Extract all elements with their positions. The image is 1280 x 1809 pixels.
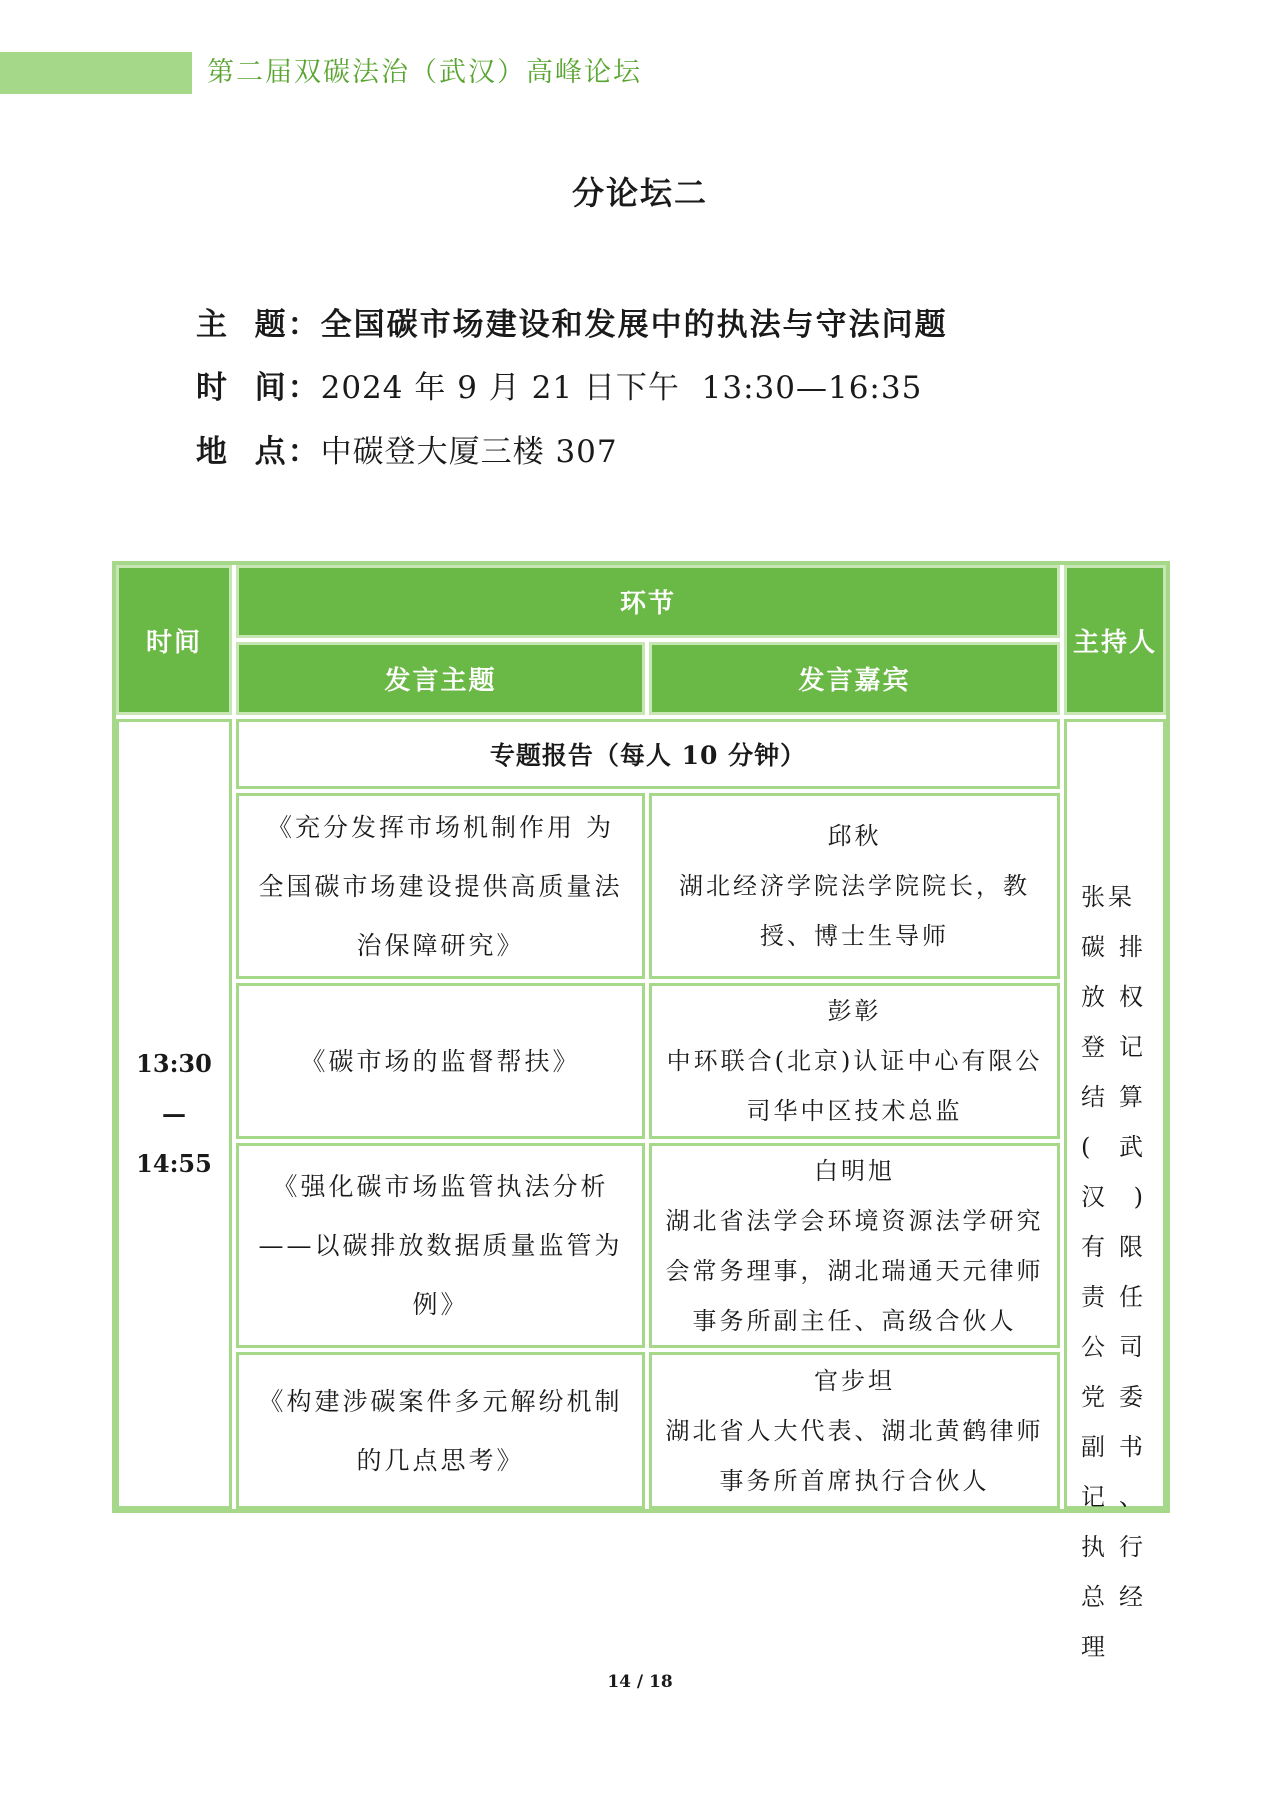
speaker-title: 湖北省法学会环境资源法学研究会常务理事，湖北瑞通天元律师事务所副主任、高级合伙人 (665, 1206, 1044, 1335)
header-time: 时间 (116, 565, 232, 715)
time-dash: — (162, 1099, 186, 1128)
place-label: 地 点： (196, 434, 321, 470)
header-topic: 发言主题 (236, 642, 645, 715)
time-label: 时 间： (196, 370, 321, 406)
header-host: 主持人 (1064, 565, 1166, 715)
agenda-table (112, 561, 1170, 1661)
speaker-name: 彭彰 (827, 997, 882, 1025)
topic-cell: 《充分发挥市场机制作用 为全国碳市场建设提供高质量法治保障研究》 (236, 793, 645, 979)
header-speaker: 发言嘉宾 (649, 642, 1060, 715)
speaker-cell (649, 1352, 1060, 1509)
speaker-cell (649, 793, 1060, 979)
speaker-title: 湖北省人大代表、湖北黄鹤律师事务所首席执行合伙人 (665, 1416, 1044, 1495)
speaker-name: 官步坦 (814, 1366, 895, 1395)
page-title: 分论坛二 (571, 174, 708, 212)
topic-cell: 《强化碳市场监管执法分析——以碳排放数据质量监管为例》 (236, 1143, 645, 1348)
time-block (116, 719, 232, 1509)
theme-label: 主 题： (196, 307, 321, 343)
topic-cell: 《构建涉碳案件多元解纷机制的几点思考》 (236, 1352, 645, 1509)
header-title: 第二届双碳法治（武汉）高峰论坛 (207, 57, 642, 88)
info-theme (196, 303, 948, 347)
speaker-title: 湖北经济学院法学院院长，教授、博士生导师 (679, 872, 1030, 950)
header-segment: 环节 (236, 565, 1060, 638)
host-cell (1064, 719, 1166, 1661)
time-start: 13:30 (136, 1049, 212, 1078)
time-value: 2024 年 9 月 21 日下午 13:30—16:35 (320, 370, 923, 406)
speaker-cell (649, 983, 1060, 1139)
speaker-title: 中环联合(北京)认证中心有限公司华中区技术总监 (666, 1047, 1043, 1125)
speaker-name: 邱秋 (827, 822, 882, 850)
section-title: 专题报告（每人 10 分钟） (236, 719, 1060, 789)
speaker-cell (649, 1143, 1060, 1348)
info-time (196, 366, 922, 410)
time-end: 14:55 (136, 1149, 212, 1178)
host-name: 张杲 (1081, 883, 1135, 911)
page-number: 14 / 18 (607, 1672, 673, 1692)
header-accent-bar (0, 52, 192, 94)
speaker-name: 白明旭 (814, 1156, 895, 1185)
place-value: 中碳登大厦三楼 307 (320, 434, 618, 470)
info-place (196, 430, 618, 474)
theme-value: 全国碳市场建设和发展中的执法与守法问题 (320, 307, 948, 343)
host-affiliation: 碳排放权登记结算(武汉)有限责任公司党委副书记、执行总经理 (1081, 933, 1153, 1661)
topic-cell: 《碳市场的监督帮扶》 (236, 983, 645, 1139)
